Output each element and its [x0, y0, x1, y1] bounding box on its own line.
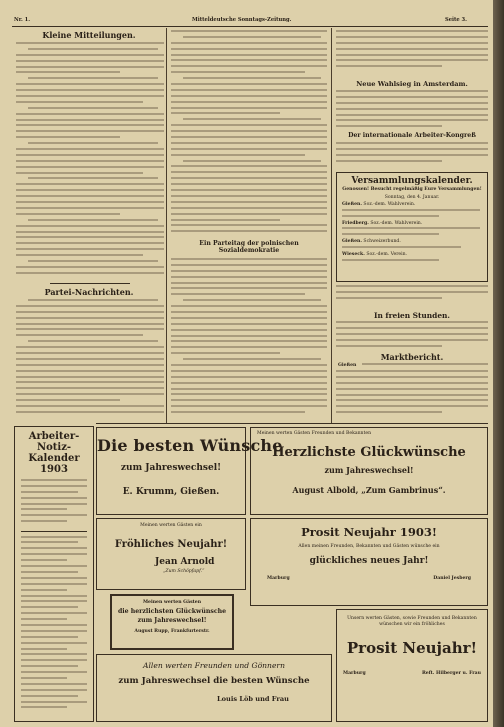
- body-text-block: [171, 30, 327, 238]
- arnold-greeting: Fröhliches Neujahr!: [114, 538, 228, 550]
- jesberg-wish: glückliches neues Jahr!: [309, 555, 429, 566]
- body-text-block: [171, 258, 327, 422]
- body-text-block: [16, 299, 164, 421]
- section-heading-kongress: Der internationale Arbeiter-Kongreß: [348, 132, 476, 139]
- jesberg-lead: Allen meinen Freunden, Bekannten und Gästen wünsche ein: [298, 544, 440, 549]
- binding-edge: [493, 0, 504, 727]
- notice-entry: Wieseck. Soz.-dem. Verein.: [342, 251, 408, 257]
- column-divider: [331, 28, 332, 423]
- body-text-block: [336, 285, 488, 309]
- jesberg-name: Daniel Jesberg: [433, 575, 471, 581]
- header-rule: [12, 26, 488, 27]
- issue-number: Nr. 1.: [14, 17, 31, 23]
- hilberger-headline: Prosit Neujahr!: [346, 639, 478, 658]
- hilberger-city: Marburg: [343, 671, 366, 677]
- jesberg-headline: Prosit Neujahr 1903!: [301, 525, 437, 539]
- market-prices-block: [336, 370, 488, 422]
- body-text-block: [336, 30, 488, 80]
- rupp-name: August Rupp, Frankfurterstr.: [134, 628, 210, 634]
- rupp-line2: zum Jahreswechsel!: [137, 616, 207, 624]
- calendar-ad-title: Kalender 1903: [28, 453, 80, 475]
- hilberger-name: Reft. Hilberger u. Frau: [421, 671, 481, 677]
- loeb-line2: zum Jahreswechsel die besten Wünsche: [118, 676, 310, 686]
- body-text-block: [16, 42, 164, 282]
- krumm-greeting-ad: [96, 427, 283, 515]
- notice-entry: Gießen. Schweizerbund.: [342, 239, 401, 245]
- ads-rule: [96, 423, 488, 424]
- rupp-lead: Meinen werten Gästen: [142, 600, 202, 605]
- body-text-block: [336, 142, 488, 170]
- notice-title: Versammlungskalender.: [351, 176, 473, 186]
- page-number: Seite 3.: [445, 17, 467, 23]
- albold-subline: zum Jahreswechsel!: [324, 464, 414, 475]
- body-text-block: [336, 90, 488, 132]
- body-text-block: [336, 321, 488, 351]
- loeb-name: Louis Löb und Frau: [217, 695, 289, 703]
- meeting-calendar-notice: [336, 172, 488, 282]
- arnold-lead: Meinen werten Gästen ein: [140, 523, 202, 528]
- krumm-subline: zum Jahreswechsel!: [120, 463, 222, 473]
- loeb-greeting-ad: [96, 654, 332, 722]
- section-heading-amsterdam: Neue Wahlsieg in Amsterdam.: [356, 80, 468, 88]
- ad-title-in-freien-stunden: In freien Stunden.: [374, 311, 450, 320]
- section-heading-parteitag: Ein Parteitag der polnischen Sozialdemokratie: [199, 240, 299, 254]
- section-rule: [50, 283, 130, 284]
- notice-entry: Gießen. Soz.-dem. Wahlverein.: [342, 202, 416, 208]
- column-divider: [166, 28, 167, 423]
- krumm-name: E. Krumm, Gießen.: [122, 487, 220, 497]
- calendar-ad-title: Arbeiter-Notiz-: [28, 431, 80, 453]
- arnold-greeting-ad: [96, 518, 246, 590]
- albold-name: August Albold, „Zum Gambrinus“.: [292, 484, 446, 495]
- krumm-headline: Die besten Wünsche: [97, 436, 283, 455]
- arnold-venue: „Zum Schöpfapf.“: [163, 568, 205, 574]
- jesberg-city: Marburg: [267, 575, 290, 581]
- notice-subtitle: Genossen! Besucht regelmäßig Eure Versammlungen!: [342, 187, 482, 192]
- loeb-line1: Allen werten Freunden und Gönnern: [143, 661, 285, 670]
- jesberg-greeting-ad: [250, 518, 488, 606]
- rupp-greeting-ad: [110, 594, 234, 650]
- albold-greeting-ad: [250, 427, 488, 515]
- albold-headline: Herzlichste Glückwünsche: [272, 444, 466, 460]
- arnold-name: Jean Arnold: [155, 556, 215, 567]
- hilberger-greeting-ad: [336, 609, 488, 722]
- hilberger-lead: Unsern werten Gästen, sowie Freunden und Bekannten wünschen wir ein fröhliches: [347, 616, 477, 627]
- rupp-line1: die herzlichsten Glückwünsche: [117, 607, 227, 615]
- section-heading-partei-nachrichten: Partei-Nachrichten.: [44, 287, 134, 297]
- newspaper-title: Mitteldeutsche Sonntags-Zeitung.: [192, 17, 292, 23]
- notice-date: Sonntag, den 4. Januar.: [384, 194, 440, 200]
- notice-entry: Friedberg. Soz.-dem. Wahlverein.: [342, 220, 423, 226]
- section-heading-kleine-mitteilungen: Kleine Mitteilungen.: [42, 30, 136, 40]
- market-place: Gießen: [338, 363, 357, 368]
- calendar-ad: [14, 426, 94, 722]
- albold-lead: Meinen werten Gästen Freunden und Bekannten: [257, 431, 372, 436]
- section-heading-marktbericht: Marktbericht.: [380, 352, 444, 362]
